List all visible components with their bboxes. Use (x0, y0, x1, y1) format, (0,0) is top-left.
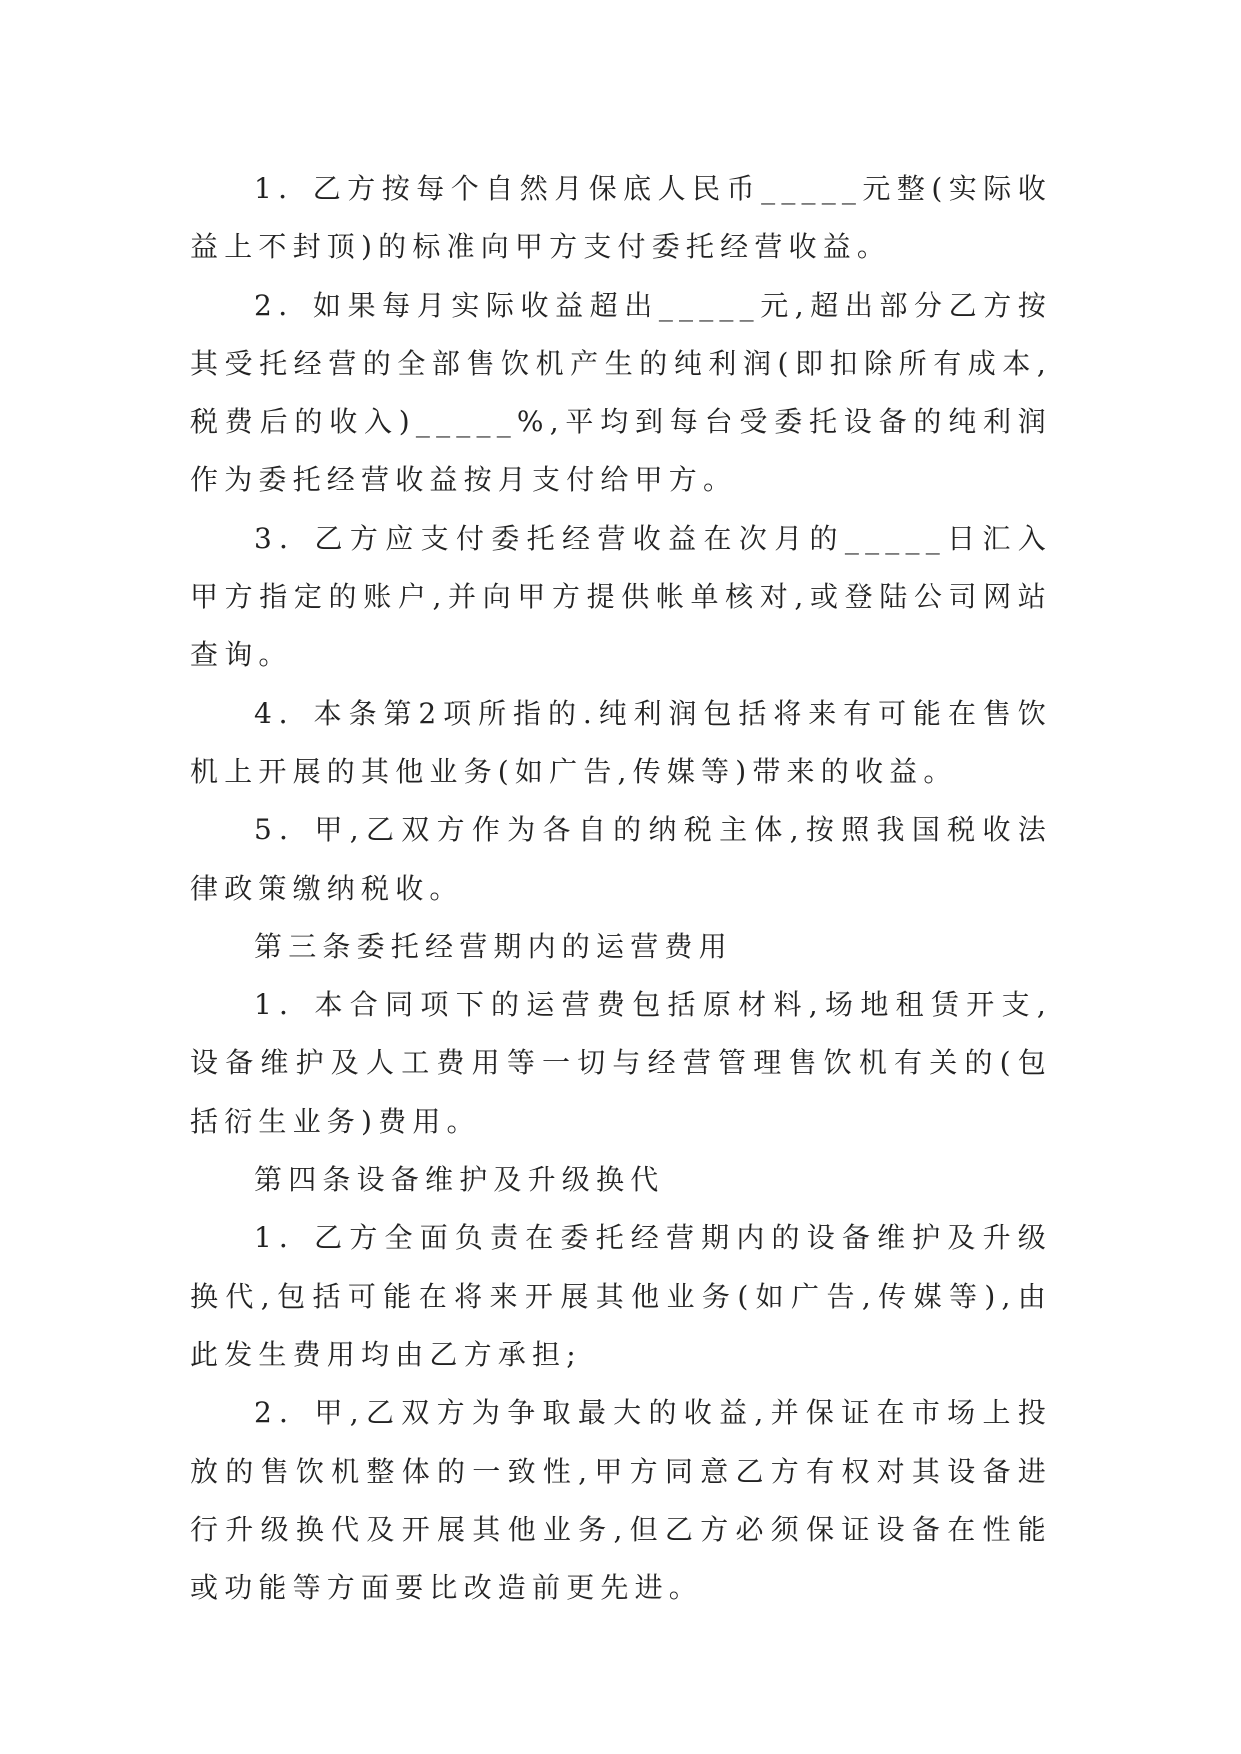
section-heading-article-4: 第四条设备维护及升级换代 (254, 1163, 665, 1197)
paragraph-article-4-item-2: 2．甲,乙双方为争取最大的收益,并保证在市场上投放的售饮机整体的一致性,甲方同意乙方有权对其设备进行升级换代及开展其他业务,但乙方必须保证设备在性能或功能等方面要比改造前更先进。 (190, 1396, 1052, 1605)
paragraph-article-4-item-1: 1．乙方全面负责在委托经营期内的设备维护及升级换代,包括可能在将来开展其他业务(如广告,传媒等),由此发生费用均由乙方承担; (190, 1221, 1052, 1371)
paragraph-clause-5: 5．甲,乙双方作为各自的纳税主体,按照我国税收法律政策缴纳税收。 (190, 813, 1052, 905)
document-page (190, 160, 1052, 1617)
section-heading-article-3: 第三条委托经营期内的运营费用 (254, 929, 733, 963)
paragraph-article-3-item-1: 1．本合同项下的运营费包括原材料,场地租赁开支,设备维护及人工费用等一切与经营管理售饮机有关的(包括衍生业务)费用。 (190, 988, 1052, 1138)
paragraph-clause-3: 3．乙方应支付委托经营收益在次月的_____日汇入甲方指定的账户,并向甲方提供帐单核对,或登陆公司网站查询。 (190, 521, 1052, 672)
paragraph-clause-2: 2．如果每月实际收益超出_____元,超出部分乙方按其受托经营的全部售饮机产生的纯利润(即扣除所有成本,税费后的收入)_____%,平均到每台受委托设备的纯利润作为委托经营收益按月支付给甲方。 (190, 288, 1052, 497)
paragraph-clause-1: 1．乙方按每个自然月保底人民币_____元整(实际收益上不封顶)的标准向甲方支付委托经营收益。 (190, 172, 1052, 264)
paragraph-clause-4: 4．本条第2项所指的.纯利润包括将来有可能在售饮机上开展的其他业务(如广告,传媒等)带来的收益。 (190, 696, 1052, 788)
